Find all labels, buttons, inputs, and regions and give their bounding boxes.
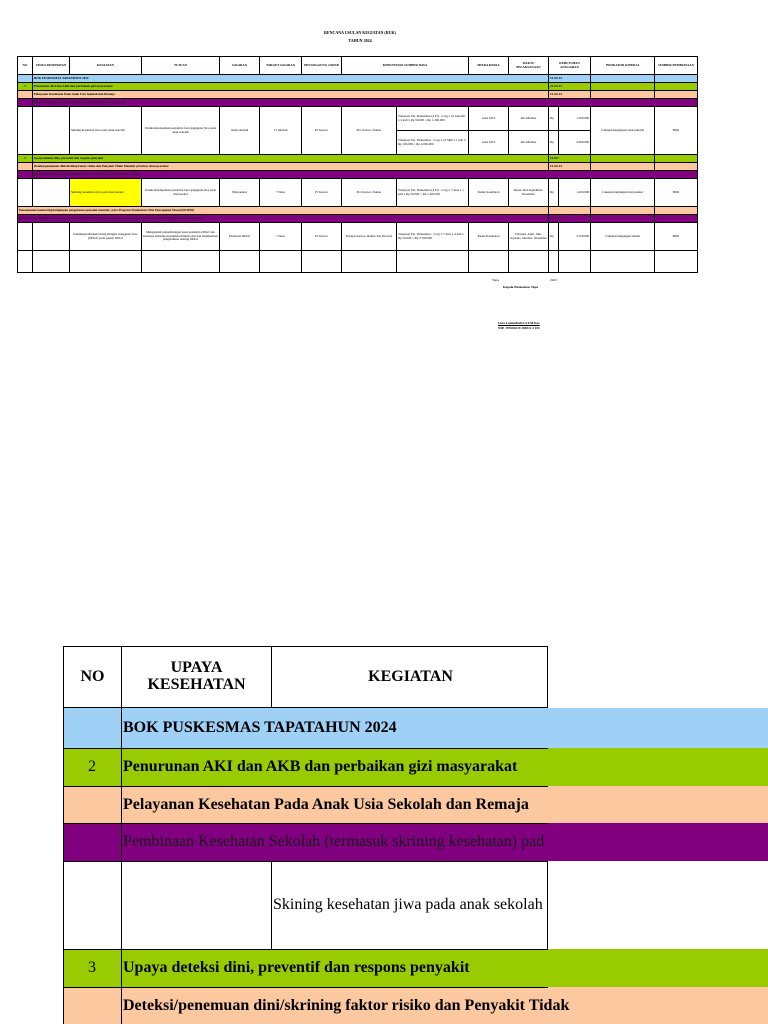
indikator-cell: Cakupan kunjungan masyarakat [591, 179, 655, 207]
rp-cell: Rp [549, 107, 559, 131]
zoom-row-label: BOK PUSKESMAS TAPATAHUN 2024 [123, 719, 397, 736]
table-row [18, 215, 698, 223]
row-cell [655, 163, 698, 171]
tujuan-cell: Untuk mendapatkan penderita baru gangguan jiwa pada masyarakat [142, 179, 220, 207]
header-cell: TARGET SASARAN [260, 57, 302, 75]
zoom-row-deteksi [63, 949, 768, 987]
zoom-gridline [63, 786, 548, 787]
row-cell [591, 83, 655, 91]
anggaran-cell: 1.300.000 [559, 107, 591, 131]
row-cell [70, 251, 142, 273]
header-cell: TUJUAN [142, 57, 220, 75]
zoom-gridline [63, 708, 64, 1024]
row-cell [591, 207, 655, 215]
row-no: 2 [18, 83, 33, 91]
sasaran-cell: Penderita ODGJ [220, 223, 260, 251]
row-cell [549, 207, 591, 215]
tujuan-cell: Untuk mendapatkan penderita baru gangguan jiwa pada anak sekolah [142, 107, 220, 155]
mitra-cell: Kader Kesehatan [469, 179, 509, 207]
rp-cell: Rp [549, 179, 559, 207]
kegiatan-cell: Skrining kesehatan jiwa pada masyarakat [70, 179, 142, 207]
row-cell [302, 251, 342, 273]
row-cell [342, 251, 397, 273]
row-amount: 15.4.0.15 [549, 83, 591, 91]
table-row [18, 207, 698, 215]
row-cell [655, 83, 698, 91]
table-row [18, 171, 698, 179]
zoom-gridline [547, 861, 548, 949]
row-cell [260, 251, 302, 273]
table-row [18, 251, 698, 273]
row-cell [591, 251, 655, 273]
row-label: Deteksi/penemuan dini/skrining faktor risiko dan Penyakit Tidak Menular prioritas di masyarakat [33, 163, 549, 171]
zoomed-table-view [63, 646, 768, 1024]
target-cell: 13 sekolah [260, 107, 302, 155]
row-cell [591, 91, 655, 99]
rincian-cell: Transport Pet. Puskesmas : 2 org x 7 desa x 4 kali x Rp 50.000 = Rp 3.760.000 [397, 223, 469, 251]
row-label: Pemantauan/monitoring/kunjungan pengobatan penyakit menular, serta Program Pemberian Obat Pencegahan Massal (POPM) [18, 207, 549, 215]
header-cell: INDIKATOR KINERJA [591, 57, 655, 75]
waktu-cell: Februari, April, Juni, Agustus, Oktober, Desember [509, 223, 549, 251]
row-cell [469, 251, 509, 273]
sumber-cell: BOK [655, 107, 698, 155]
row-cell [655, 215, 698, 223]
signature-role: Kepala Puskesmas Tapa [503, 285, 539, 289]
zoom-gridline [63, 748, 548, 749]
zoom-gridline [271, 861, 272, 949]
mitra-cell: Kader Kesehatan [469, 223, 509, 251]
zoom-gridline [63, 861, 548, 862]
row-amount: 10.037 [549, 155, 591, 163]
row-cell [18, 163, 33, 171]
zoom-gridline [63, 987, 548, 988]
table-row [18, 155, 698, 163]
pj-cell: PJ Keswa [302, 107, 342, 155]
signature-name: Lina Lamtudiah,S.ST.M.Kes [498, 321, 540, 325]
signature-nip: NIP. 197604219 200312 2 011 [498, 326, 540, 330]
row-cell [33, 251, 70, 273]
row-cell [655, 251, 698, 273]
header-cell: NO [18, 57, 33, 75]
row-cell [509, 251, 549, 273]
header-cell: PENANGGUNG JAWAB [302, 57, 342, 75]
target-cell: 7 Desa [260, 179, 302, 207]
table-row [18, 179, 698, 207]
zoom-row-no: 3 [88, 959, 96, 976]
header-cell: KEBUTUHAN ANGGARAN [549, 57, 591, 75]
table-row [18, 163, 698, 171]
row-amount: 15.4.0.15 [549, 75, 591, 83]
anggaran-cell: 1.400.000 [559, 179, 591, 207]
table-header-row [18, 57, 698, 75]
zoom-row-no: 2 [88, 758, 96, 775]
document-year: TAHUN 2024 [348, 38, 372, 43]
anggaran-cell: 3.760.000 [559, 223, 591, 251]
sdm-cell: Pet. Keswa, Dokter [342, 107, 397, 155]
anggaran-cell: 4.000.000 [559, 131, 591, 155]
row-cell [142, 251, 220, 273]
zoom-row-deteksi-ptm [63, 987, 768, 1024]
waktu-cell: Juli-Oktober [509, 107, 549, 131]
header-cell: KEGIATAN [70, 57, 142, 75]
table-row [18, 107, 698, 131]
row-label: Penurunan AKI dan AKB dan perbaikan gizi masyarakat [33, 83, 549, 91]
table-row [18, 83, 698, 91]
zoom-header-row [63, 646, 548, 708]
header-cell: KEBUTUHAN SUMBER DAYA [342, 57, 469, 75]
table-row [18, 75, 698, 83]
pj-cell: PJ Keswa [302, 179, 342, 207]
sdm-cell: Pet. Keswa, Dokter [342, 179, 397, 207]
zoom-row-aki-akb [63, 748, 768, 786]
row-cell [33, 223, 70, 251]
row-no: 3 [18, 155, 33, 163]
row-cell [18, 251, 33, 273]
kegiatan-cell: Skining kesehatan jiwa pada anak sekolah [70, 107, 142, 155]
indikator-cell: Cakupan kunjungan rumah [591, 223, 655, 251]
pj-cell: PJ Keswa [302, 223, 342, 251]
header-cell: UPAYA KESEHATAN [33, 57, 70, 75]
sdm-cell: Petugas Keswa, Dokter dan Perawat [342, 223, 397, 251]
row-cell [655, 91, 698, 99]
zoom-header-upaya: UPAYA KESEHATAN [122, 647, 272, 707]
row-label: Deteksi dini/penemuan dini/skrining faktor risiko dan penyakit tidak menular [33, 171, 698, 179]
row-cell [33, 107, 70, 155]
row-cell [18, 107, 33, 155]
sumber-cell: BOK [655, 223, 698, 251]
zoom-row-pembinaan [63, 823, 768, 861]
row-cell [397, 251, 469, 273]
zoom-gridline [63, 823, 548, 824]
row-cell [18, 91, 33, 99]
zoom-gridline [63, 949, 548, 950]
row-label: Pembinaan Kesehatan Sekolah (termasuk skrining kesehatan) pada [33, 99, 698, 107]
rincian-cell: Transport Pet. Puskesmas : 2 org x 10 Sklh x 1 kali x Rp 100.000 = Rp 4.000.000 [397, 131, 469, 155]
zoom-header-kegiatan: KEGIATAN [368, 667, 453, 685]
sasaran-cell: Masyarakat [220, 179, 260, 207]
row-amount: 3.760.0.15 [549, 215, 591, 223]
indikator-cell: Cakupan kunjungan anak sekolah [591, 107, 655, 155]
signature-year: 2023 [550, 278, 557, 282]
row-label: Pemantauan kepatuhan minum obat pasien ODGJ berat di rumah penduduk dan kunjungan rumah pasien ODGJ/Dukungan keluarga [18, 215, 549, 223]
row-cell [559, 251, 591, 273]
row-label: BOK PUSKESMAS TAPATAHUN 2024 [33, 75, 549, 83]
zoom-row-label: Deteksi/penemuan dini/skrining faktor risiko dan Penyakit Tidak [123, 996, 570, 1014]
row-cell [33, 179, 70, 207]
target-cell: 7 Desa [260, 223, 302, 251]
rp-cell: Rp [549, 223, 559, 251]
zoom-header-no: NO [64, 647, 122, 707]
row-cell [18, 99, 33, 107]
header-cell: WAKTU PELAKSANAAN [509, 57, 549, 75]
rincian-cell: Transport Pet. Puskesmas (4 Pt) : 2 org x 7 desa x 1 kali x Rp 50.000 = Rp 1.400.000 [397, 179, 469, 207]
tujuan-cell: Mengetahui perkembangan pada penderita ODGJ dan keluarga terhadap kepatuhan minum obat dan memberikan pengetahuan tentang ODGJ [142, 223, 220, 251]
row-cell [18, 223, 33, 251]
header-cell: MITRA KERJA [469, 57, 509, 75]
row-cell [655, 155, 698, 163]
row-cell [18, 179, 33, 207]
waktu-cell: Maret-Juni-September-Desember [509, 179, 549, 207]
row-cell [655, 75, 698, 83]
zoom-row-label: Penurunan AKI dan AKB dan perbaikan gizi masyarakat [123, 758, 518, 775]
row-cell [591, 163, 655, 171]
kegiatan-cell: Kunjungan Rumah Orang Dengan Gangguan Jiwa (ODGJ) pada pasien ODGJ [70, 223, 142, 251]
waktu-cell: Juli-Oktober [509, 131, 549, 155]
zoom-row-kegiatan: Skining kesehatan jiwa pada anak sekolah [273, 896, 543, 913]
header-cell: SASARAN [220, 57, 260, 75]
rincian-cell: Transport Pet. Puskesmas (4 Pt) : 2 org x 10 sekolah x 2 kali x Rp 50.000 = Rp 1.300.000 [397, 107, 469, 131]
table-row [18, 91, 698, 99]
row-cell [591, 75, 655, 83]
mitra-cell: Guru UKS [469, 107, 509, 131]
zoom-row-bok [63, 708, 768, 748]
row-label: Upaya deteksi dini, preventif dan respons penyakit [33, 155, 549, 163]
signature-place: Tapa, [492, 278, 500, 282]
header-cell: SUMBER PEMBIAYAAN [655, 57, 698, 75]
document-title: RENCANA USULAN KEGIATAN (RUK) [324, 30, 396, 35]
row-amount: 15.4.0.15 [549, 163, 591, 171]
mitra-cell: Guru UKS [469, 131, 509, 155]
sumber-cell: BOK [655, 179, 698, 207]
ruk-table [17, 56, 698, 273]
row-cell [18, 171, 33, 179]
zoom-row-pelayanan [63, 786, 768, 823]
row-cell [591, 215, 655, 223]
table-row [18, 223, 698, 251]
row-cell [220, 251, 260, 273]
zoom-row-label: Pelayanan Kesehatan Pada Anak Usia Sekolah dan Remaja [123, 795, 529, 813]
row-cell [655, 207, 698, 215]
sasaran-cell: Anak sekolah [220, 107, 260, 155]
row-amount: 15.4.0.15 [549, 91, 591, 99]
zoom-gridline [121, 708, 122, 1024]
row-cell [18, 75, 33, 83]
zoom-row-label: Pembinaan Kesehatan Sekolah (termasuk skrining kesehatan) pad [123, 833, 545, 850]
table-row [18, 99, 698, 107]
zoom-row-skrining [63, 861, 768, 949]
row-cell [591, 155, 655, 163]
row-cell [549, 251, 559, 273]
rp-cell: Rp [549, 131, 559, 155]
row-label: Pelayanan Kesehatan Pada Anak Usia Sekolah dan Remaja [33, 91, 549, 99]
zoom-row-label: Upaya deteksi dini, preventif dan respons penyakit [123, 959, 470, 976]
